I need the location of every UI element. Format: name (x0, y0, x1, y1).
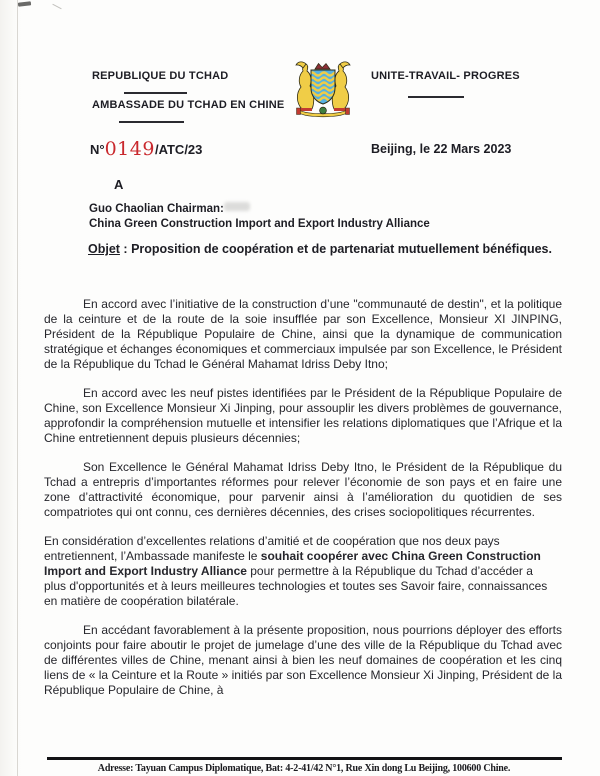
footer-divider (47, 757, 562, 760)
letterhead-institution: AMBASSADE DU TCHAD EN CHINE (92, 99, 285, 111)
fold-mark (52, 4, 61, 10)
scan-edge-line (17, 0, 18, 776)
letterhead-motto: UNITE-TRAVAIL- PROGRES (371, 70, 520, 82)
subject-label: Objet (88, 242, 120, 256)
letterhead-divider (124, 92, 187, 94)
letterhead-divider (408, 96, 464, 98)
body-paragraph-2: En accord avec les neuf pistes identifiées par le Président de la République Populaire de Chine, son Excellence Monsieur Xi Jinping, pour assouplir les divers problèmes de gouvernance, approfondir la compréhension mutuelle et intensifier les relations diplomatiques que l’Afrique et la Chine entretiennent depuis plusieurs décennies; (44, 386, 562, 445)
footer-address: Adresse: Tayuan Campus Diplomatique, Bat: 4-2-41/42 N°1, Rue Xin dong Lu Beijing, 100600 Chine. (97, 763, 511, 774)
letter-body (44, 297, 562, 712)
letterhead-divider (119, 121, 184, 123)
paragraph-4-bold-alliance-name: souhait coopérer avec China Green Construction Import and Export Industry Alliance (44, 549, 541, 578)
letterhead-country: REPUBLIQUE DU TCHAD (92, 70, 229, 82)
reference-prefix: N° (90, 142, 105, 157)
body-paragraph-5: En accédant favorablement à la présente proposition, nous pourrions déployer des efforts conjoints pour faire aboutir le projet de jumelage d’une des ville de la République du Tchad avec de différentes villes de Chine, menant ainsi à bien les neuf domaines de coopération et les cinq liens de « la Ceinture et la Route » initiés par son Excellence Monsieur Xi Jinping, Président de la République Populaire de Chine, à (44, 623, 562, 697)
reference-number (90, 138, 202, 160)
recipient-name: Guo Chaolian Chairman: (89, 203, 224, 215)
paragraph-4-text-end: pour permettre à la République du Tchad d’accéder a plus d'opportunités et à leurs meilleures technologies et toutes ses Savoir faire, connaissances en matière de coopération bilatérale. (44, 564, 548, 608)
recipient-organization: China Green Construction Import and Export Industry Alliance (89, 217, 430, 230)
body-paragraph-1: En accord avec l’initiative de la construction d’une "communauté de destin", et la politique de la ceinture et de la route de la soie insufflée par son Excellence, Monsieur XI JINPING, Président de la République Populaire de Chine, ainsi que la dynamique de communication stratégique et échanges économiques et commerciaux impulsée par son Excellence, le Président de la République du Tchad le Général Mahamat Idriss Deby Itno; (44, 297, 562, 371)
paragraph-4-text: En considération d’excellentes relations d’amitié et de coopération que nos deux pays entretiennent, l’Ambassade manifeste le (44, 534, 500, 563)
reference-suffix: /ATC/23 (154, 142, 203, 157)
dateline: Beijing, le 22 Mars 2023 (371, 142, 512, 156)
recipient-block (89, 202, 430, 231)
reference-stamped-number: 0149 (104, 138, 155, 160)
body-paragraph-3: Son Excellence le Général Mahamat Idriss Deby Itno, le Président de la République du Tchad a entrepris d’importantes réformes pour relever l’économie de son pays et en faire une zone d’attractivité économique, pour parvenir ainsi à l’amélioration du quotidien de ses compatriotes qui ont connu, ces dernières décennies, des crises sociopolitiques récurrentes. (44, 460, 562, 519)
body-paragraph-4 (44, 534, 548, 609)
staple-mark (18, 1, 31, 6)
salutation: A (114, 177, 124, 192)
subject-text: Proposition de coopération et de partenariat mutuellement bénéfiques. (131, 242, 552, 256)
subject-separator: : (119, 242, 132, 256)
chad-coat-of-arms-icon (286, 60, 360, 120)
subject-line (88, 242, 568, 258)
